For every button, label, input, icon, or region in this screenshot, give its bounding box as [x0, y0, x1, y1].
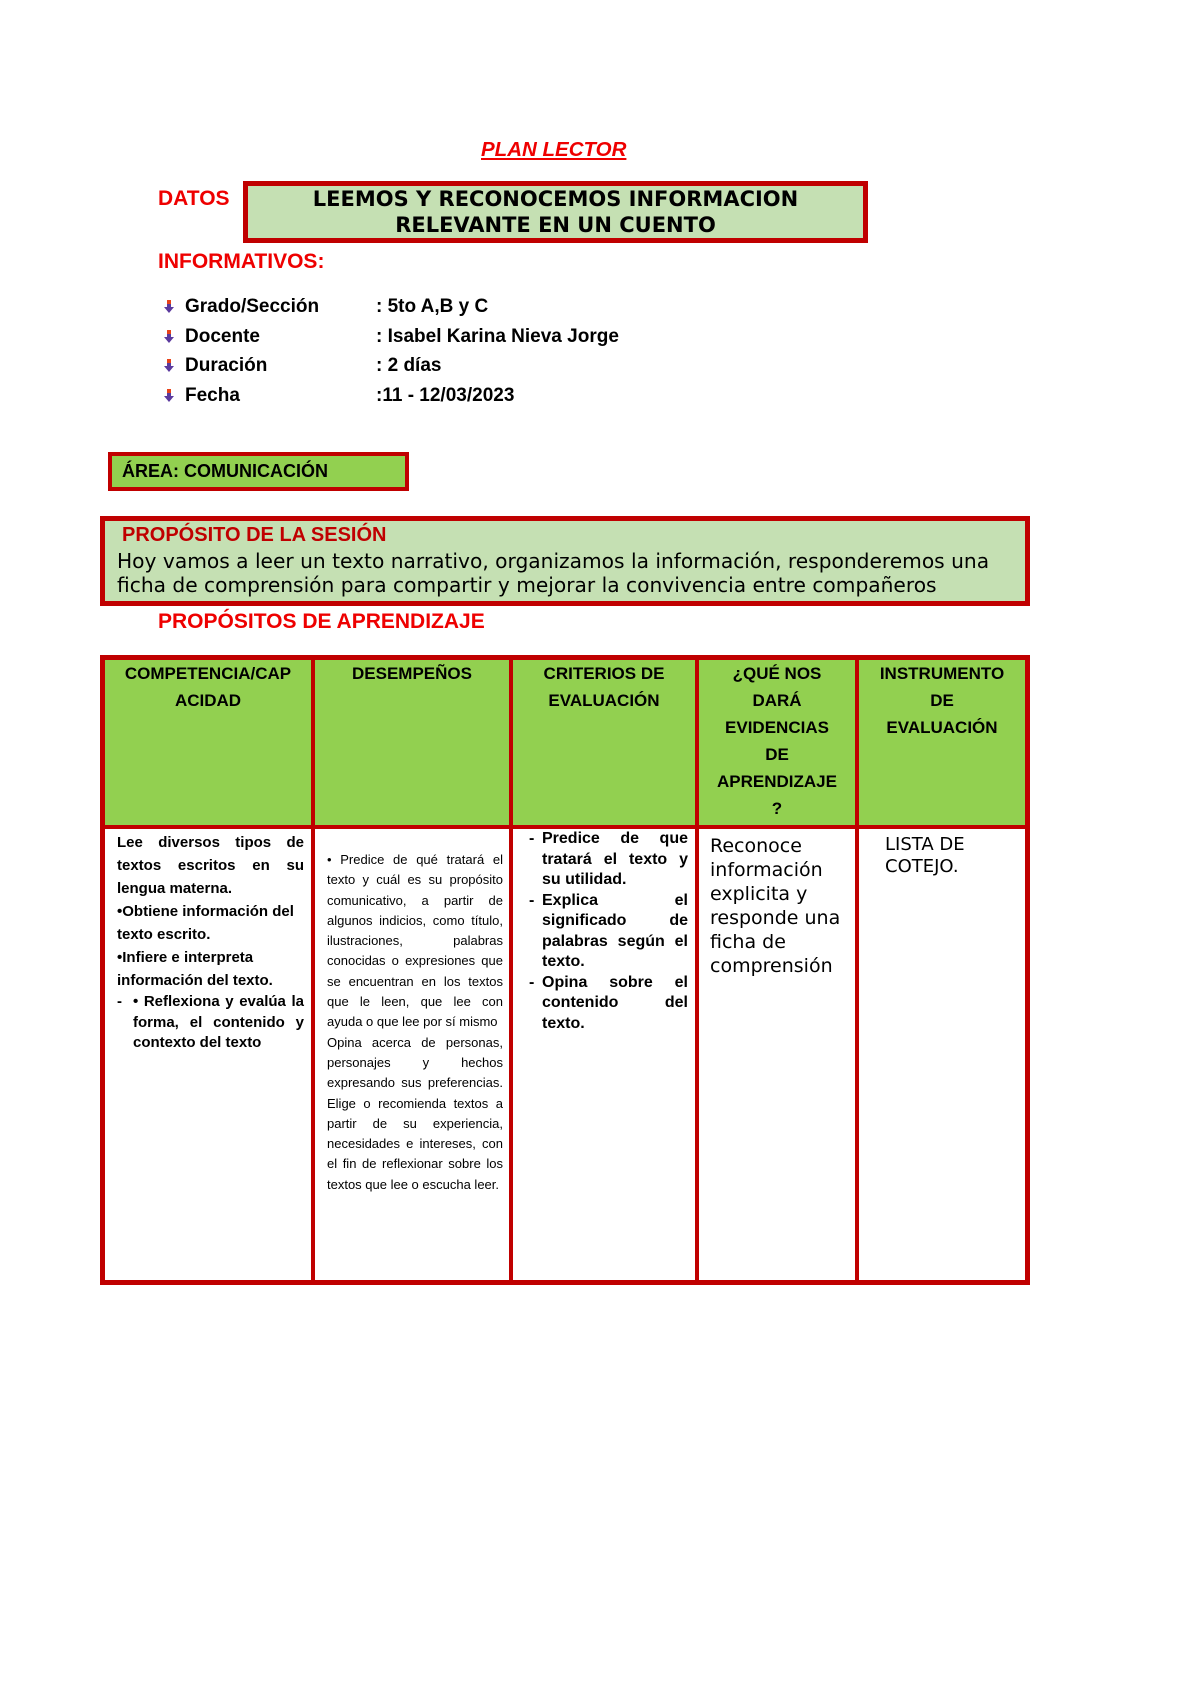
info-label-fecha: Fecha — [185, 385, 240, 407]
cell-criterios — [513, 829, 695, 1280]
capacidad-item: •Infiere e interpreta información del texto. — [117, 949, 273, 989]
header-evidencias: ¿QUÉ NOS DARÁ EVIDENCIAS DE APRENDIZAJE ? — [699, 660, 855, 825]
capacidad-item — [117, 992, 304, 1054]
criterio-item — [529, 891, 688, 973]
datos-label: DATOS — [158, 187, 230, 210]
info-label-docente: Docente — [185, 325, 260, 347]
info-value-duracion: : 2 días — [376, 355, 442, 377]
criterio-keyword: Explica — [542, 891, 599, 909]
desempeno-paragraph: Opina acerca de personas, personajes y hechos expresando sus preferencias. Elige o recomienda textos a partir de su experiencia, necesidades e intereses, con el fin de reflexionar sobre los textos que lee o escucha leer. — [327, 1034, 503, 1192]
instrumento-text: LISTA DE COTEJO. — [885, 834, 965, 877]
cell-evidencias — [699, 829, 855, 1280]
learning-purposes-title: PROPÓSITOS DE APRENDIZAJE — [158, 610, 485, 633]
session-title: LEEMOS Y RECONOCEMOS INFORMACION RELEVANTE EN UN CUENTO — [312, 187, 799, 237]
info-value-grado: : 5to A,B y C — [376, 296, 489, 317]
session-purpose-text: Hoy vamos a leer un texto narrativo, organizamos la información, responderemos una ficha de comprensión para compartir y mejorar la convivencia entre compañeros — [117, 549, 990, 597]
learning-purposes-table — [100, 655, 1030, 1285]
session-purpose-box — [100, 516, 1030, 606]
informativos-label: INFORMATIVOS: — [158, 250, 325, 273]
cell-desempenos — [315, 829, 509, 1280]
info-value-fecha: :11 - 12/03/2023 — [376, 385, 515, 407]
header-criterios: CRITERIOS DE EVALUACIÓN — [513, 660, 695, 825]
session-purpose-title: PROPÓSITO DE LA SESIÓN — [122, 524, 387, 546]
evidencias-text: Reconoce información explicita y responde una ficha de comprensión — [710, 835, 841, 977]
area-box — [108, 452, 409, 491]
criterio-keyword: Predice — [542, 830, 600, 847]
list-dash: - — [117, 993, 122, 1010]
info-item-docente — [163, 322, 619, 352]
criterio-rest: de que tratará el texto y su utilidad. — [542, 830, 688, 888]
criterio-rest: sobre el contenido del texto. — [542, 973, 688, 1032]
desempeno-paragraph: • Predice de qué tratará el texto y cuál es su propósito comunicativo, a partir de algunos indicios, como título, ilustraciones, palabras conocidas o expresiones que se encuentran en los textos que le leen, que lee con ayuda o que lee por sí mismo — [327, 852, 503, 1030]
list-dash: - — [529, 973, 535, 991]
info-item-duracion — [163, 351, 619, 381]
arrow-bullet-icon — [163, 330, 185, 344]
criterio-rest: el significado de palabras según el texto. — [542, 891, 688, 970]
capacidad-text: • Reflexiona y evalúa la forma, el contenido y contexto del texto — [133, 993, 304, 1051]
area-label: ÁREA: COMUNICACIÓN — [122, 461, 328, 481]
info-item-fecha — [163, 381, 619, 411]
header-desempenos: DESEMPEÑOS — [315, 660, 509, 825]
document-title: PLAN LECTOR — [481, 138, 627, 161]
cell-competencia — [105, 829, 311, 1280]
info-item-grado — [163, 292, 619, 322]
criterio-keyword: Opina — [542, 973, 588, 991]
criterio-item — [529, 829, 688, 891]
header-competencia: COMPETENCIA/CAP ACIDAD — [105, 660, 311, 825]
list-dash: - — [529, 891, 535, 909]
criterio-text — [542, 973, 688, 1035]
list-dash: - — [529, 830, 535, 847]
arrow-bullet-icon — [163, 389, 185, 403]
datos-informativos-list — [163, 292, 619, 411]
cell-instrumento — [859, 829, 1025, 1280]
info-label-grado: Grado/Sección — [185, 296, 320, 317]
criterio-text — [542, 829, 688, 891]
session-title-box — [243, 181, 868, 243]
info-label-duracion: Duración — [185, 355, 268, 377]
header-instrumento: INSTRUMENTO DE EVALUACIÓN — [859, 660, 1025, 825]
arrow-bullet-icon — [163, 300, 185, 314]
criterio-item — [529, 973, 688, 1035]
criterio-text — [542, 891, 688, 973]
competencia-title: Lee diversos tipos de textos escritos en su lengua materna. — [117, 834, 304, 897]
info-value-docente: : Isabel Karina Nieva Jorge — [376, 325, 619, 347]
arrow-bullet-icon — [163, 359, 185, 373]
capacidad-item: •Obtiene información del texto escrito. — [117, 903, 294, 943]
